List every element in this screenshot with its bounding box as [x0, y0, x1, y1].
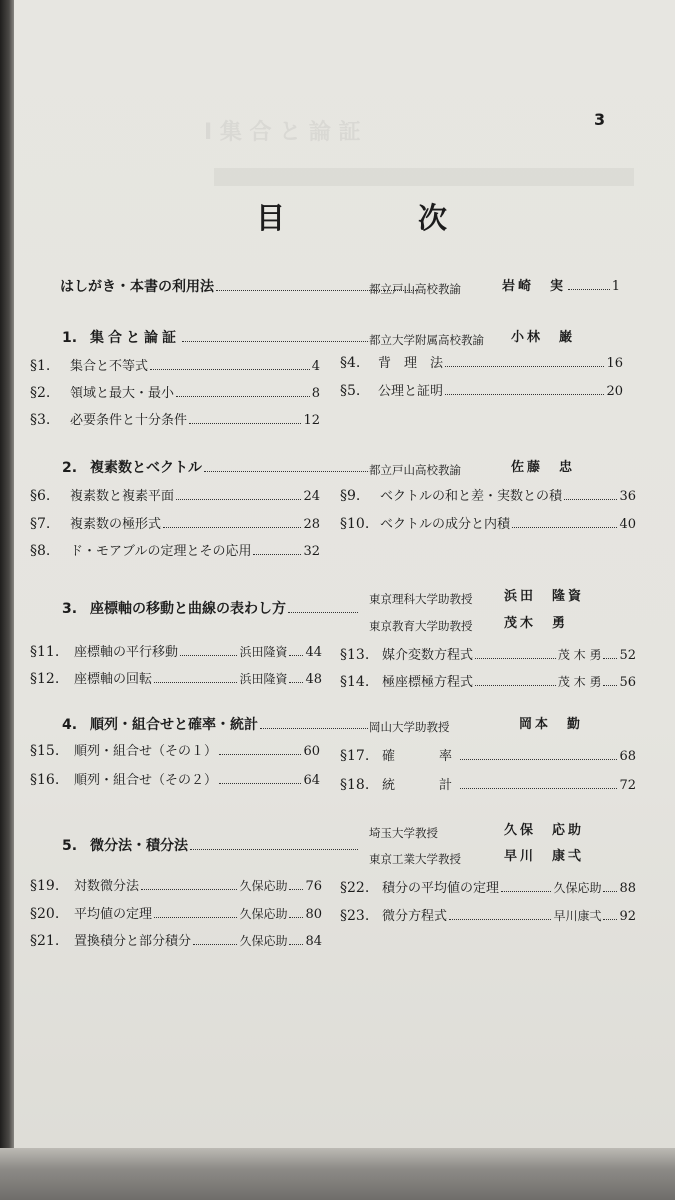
chapter-4-header — [90, 717, 370, 733]
section-1: §1. 集合と不等式 4 — [30, 358, 320, 374]
section-20: §20. 平均値の定理 久保応助 80 — [30, 906, 322, 922]
chapter-2-header — [90, 460, 370, 476]
section-9: §9. ベクトルの和と差・実数との積 36 — [340, 488, 636, 504]
leader-dots — [190, 849, 358, 850]
section-8: §8. ド・モアブルの定理とその応用 32 — [30, 543, 320, 559]
chapter-5-affiliation-1: 埼玉大学教授 — [369, 826, 438, 840]
chapter-2-affiliation: 都立戸山高校教諭 — [369, 463, 461, 477]
chapter-4-number: 4. — [62, 717, 78, 733]
section-22: §22. 積分の平均値の定理 久保応助 88 — [340, 880, 636, 896]
preface-author: 岩崎 実 — [502, 279, 567, 294]
toc-page — [14, 0, 675, 1200]
leader-dots — [568, 289, 610, 290]
chapter-4-author: 岡本 勤 — [519, 717, 584, 732]
chapter-1-number: 1. — [62, 330, 78, 346]
section-19: §19. 対数微分法 久保応助 76 — [30, 878, 322, 894]
section-17: §17. 確 率 68 — [340, 748, 636, 764]
page-number: 3 — [594, 110, 606, 129]
chapter-3-author-2: 茂木 勇 — [504, 616, 569, 631]
preface-affiliation: 都立戸山高校教諭 — [369, 282, 461, 296]
section-15: §15. 順列・組合せ（その１） 60 — [30, 743, 320, 759]
leader-dots — [204, 471, 368, 472]
preface-entry — [60, 279, 420, 295]
chapter-2-author: 佐藤 忠 — [511, 460, 576, 475]
chapter-2-title: 複素数とベクトル — [90, 460, 202, 476]
chapter-5-author-1: 久保 応助 — [504, 823, 585, 838]
leader-dots — [182, 341, 368, 342]
section-14: §14. 極座標極方程式 茂 木 勇 56 — [340, 674, 636, 690]
chapter-5-title: 微分法・積分法 — [90, 838, 188, 854]
chapter-5-author-2: 早川 康弌 — [504, 849, 585, 864]
section-13: §13. 媒介変数方程式 茂 木 勇 52 — [340, 647, 636, 663]
section-11: §11. 座標軸の平行移動 浜田隆資 44 — [30, 644, 322, 660]
chapter-4-affiliation: 岡山大学助教授 — [369, 720, 450, 734]
page-bottom-shadow — [0, 1148, 675, 1200]
section-3: §3. 必要条件と十分条件 12 — [30, 412, 320, 428]
show-through-text: Ⅰ 集 合 と 論 証 — [204, 120, 361, 145]
preface-title: はしがき・本書の利用法 — [60, 279, 214, 295]
chapter-3-title: 座標軸の移動と曲線の表わし方 — [90, 601, 286, 617]
chapter-3-header — [90, 601, 360, 617]
section-4: §4. 背 理 法 16 — [340, 355, 623, 371]
chapter-5-number: 5. — [62, 838, 78, 854]
section-12: §12. 座標軸の回転 浜田隆資 48 — [30, 671, 322, 687]
chapter-1-author: 小林 巌 — [511, 330, 576, 345]
section-2: §2. 領域と最大・最小 8 — [30, 385, 320, 401]
chapter-4-title: 順列・組合せと確率・統計 — [90, 717, 258, 733]
chapter-2-number: 2. — [62, 460, 78, 476]
chapter-3-affiliation-2: 東京教育大学助教授 — [369, 619, 473, 633]
section-21: §21. 置換積分と部分積分 久保応助 84 — [30, 933, 322, 949]
chapter-1-title: 集合と論証 — [90, 330, 180, 346]
leader-dots — [288, 612, 358, 613]
chapter-5-header — [90, 838, 360, 854]
show-through-band — [214, 168, 634, 186]
leader-dots — [260, 728, 368, 729]
chapter-5-affiliation-2: 東京工業大学教授 — [369, 852, 461, 866]
page-title: 目 次 — [256, 201, 500, 235]
section-10: §10. ベクトルの成分と内積 40 — [340, 516, 636, 532]
section-23: §23. 微分方程式 早川康弌 92 — [340, 908, 636, 924]
chapter-1-affiliation: 都立大学附属高校教諭 — [369, 333, 484, 347]
preface-author-row — [502, 279, 620, 295]
section-18: §18. 統 計 72 — [340, 777, 636, 793]
section-6: §6. 複素数と複素平面 24 — [30, 488, 320, 504]
preface-page: 1 — [611, 279, 620, 294]
section-7: §7. 複素数の極形式 28 — [30, 516, 320, 532]
chapter-3-number: 3. — [62, 601, 78, 617]
section-16: §16. 順列・組合せ（その２） 64 — [30, 772, 320, 788]
chapter-3-affiliation-1: 東京理科大学助教授 — [369, 592, 473, 606]
chapter-1-header — [90, 330, 370, 346]
chapter-3-author-1: 浜田 隆資 — [504, 589, 585, 604]
section-5: §5. 公理と証明 20 — [340, 383, 623, 399]
